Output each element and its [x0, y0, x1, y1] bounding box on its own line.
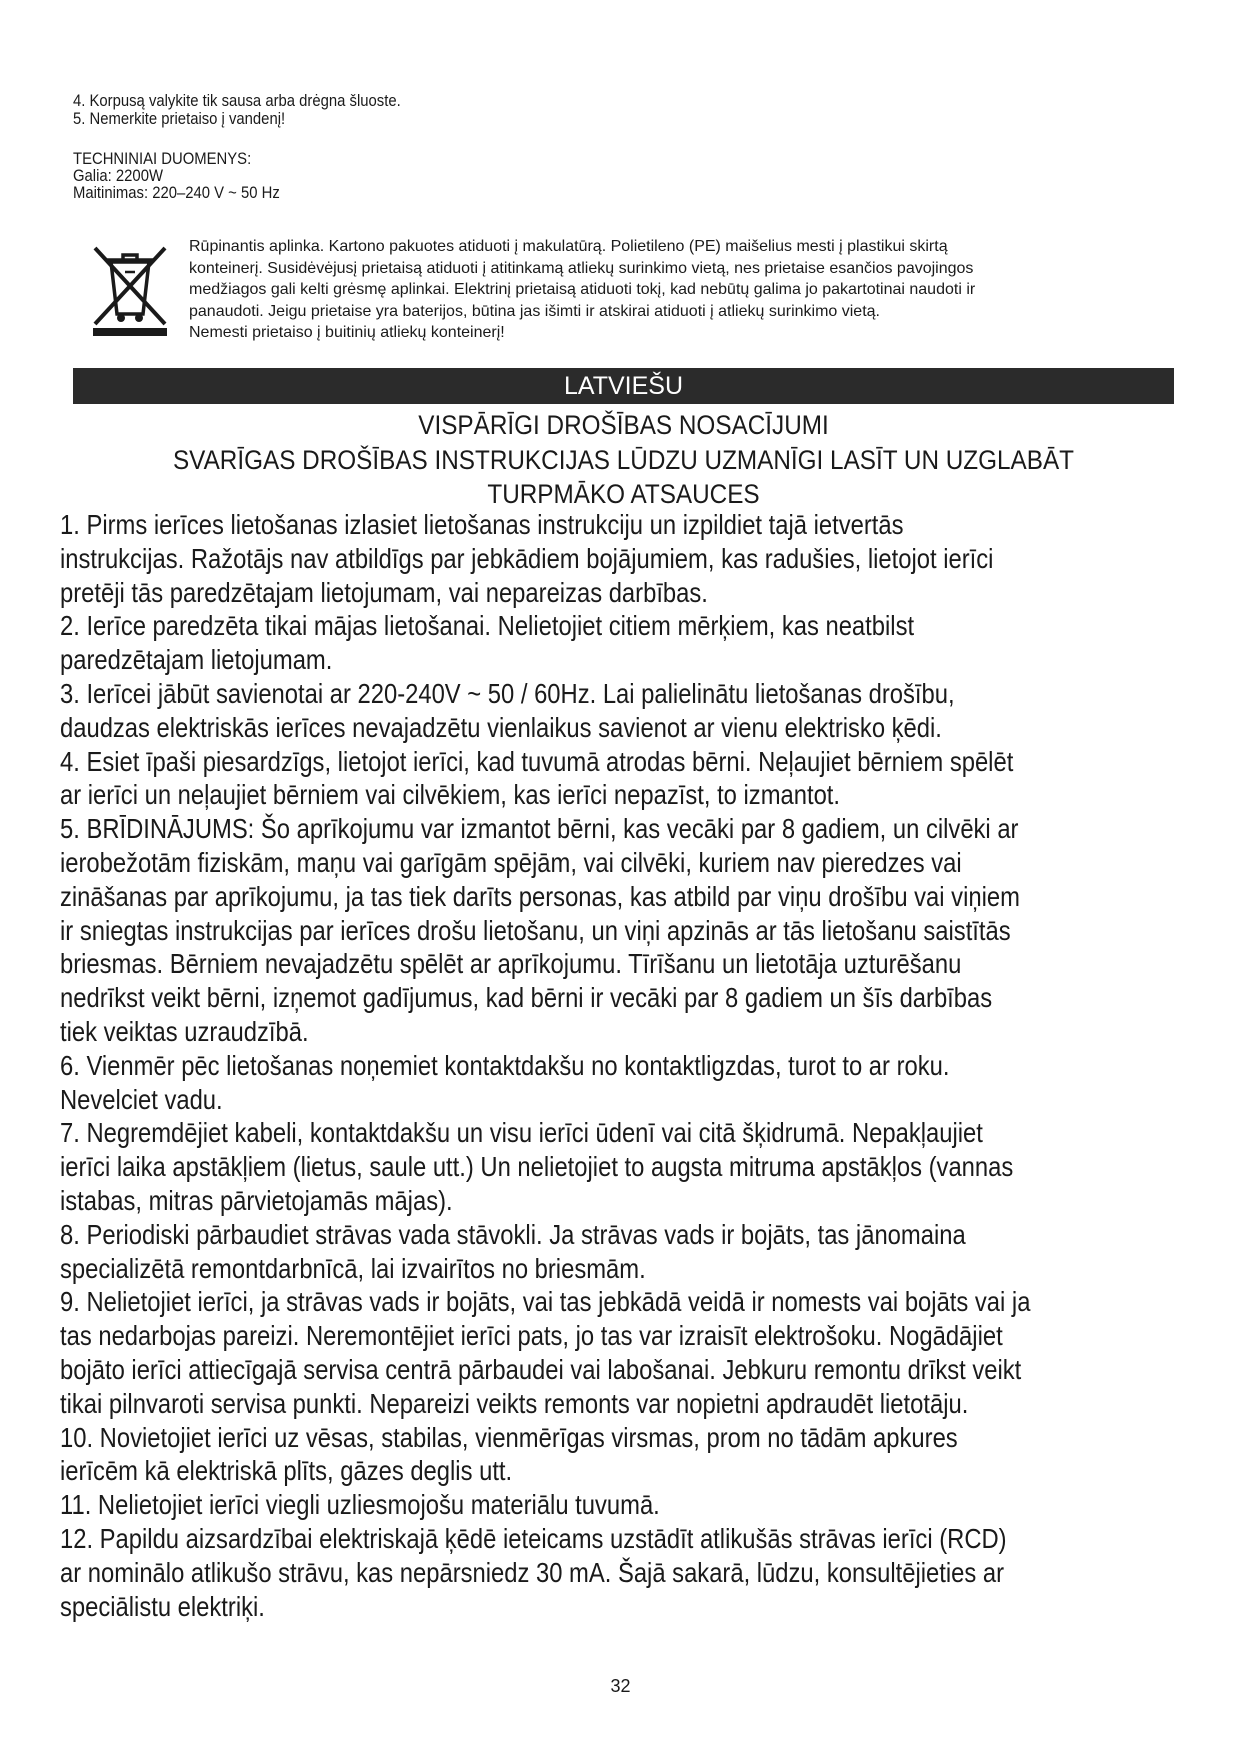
safety-headings — [73, 408, 1174, 512]
instruction-line: briesmas. Bērniem nevajadzētu spēlēt ar aprīkojumu. Tīrīšanu un lietotāja uzturēšanu — [60, 948, 962, 980]
instruction-line: nedrīkst veikt bērni, izņemot gadījumus, kad bērni ir vecāki par 8 gadiem un šīs darbības — [60, 982, 993, 1014]
instruction-line: speciālistu elektriķi. — [60, 1590, 265, 1622]
instruction-line: tikai pilnvaroti servisa punkti. Nepareizi veikts remonts var nopietni apdraudēt lietotāju. — [60, 1387, 969, 1419]
instruction-line: 5. BRĪDINĀJUMS: Šo aprīkojumu var izmantot bērni, kas vecāki par 8 gadiem, un cilvēki ar — [60, 813, 1019, 845]
instruction-line: bojāto ierīci attiecīgajā servisa centrā pārbaudei vai labošanai. Jebkuru remontu drīkst veikt — [60, 1353, 1022, 1385]
instruction-line: 11. Nelietojiet ierīci viegli uzliesmojošu materiālu tuvumā. — [60, 1489, 660, 1521]
instruction-line: 4. Esiet īpaši piesardzīgs, lietojot ierīci, kad tuvumā atrodas bērni. Neļaujiet bērniem spēlēt — [60, 745, 1014, 777]
weee-crossed-bin-icon — [91, 244, 169, 336]
instruction-line: ierīci laika apstākļiem (lietus, saule utt.) Un nelietojiet to augsta mitruma apstākļos (vannas — [60, 1151, 1014, 1183]
environment-line: panaudoti. Jeigu prietaise yra baterijos, būtina jas išimti ir atskirai atiduoti į atliekų surinkimo vietą. — [189, 302, 880, 320]
instruction-line: ierīcēm kā elektriskā plīts, gāzes deglis utt. — [60, 1455, 513, 1487]
tech-power: Galia: 2200W — [73, 167, 163, 185]
language-section-bar: LATVIEŠU — [73, 368, 1174, 404]
instruction-line: 1. Pirms ierīces lietošanas izlasiet lietošanas instrukciju un izpildiet tajā ietvertās — [60, 509, 904, 540]
page-number: 32 — [610, 1676, 631, 1696]
instruction-line: specializētā remontdarbnīcā, lai izvairītos no briesmām. — [60, 1252, 646, 1284]
instruction-line: 9. Nelietojiet ierīci, ja strāvas vads ir bojāts, vai tas jebkādā veidā ir nomests vai bojāts vai ja — [60, 1286, 1031, 1318]
instruction-line: pretēji tās paredzētajam lietojumam, vai nepareizas darbības. — [60, 576, 708, 608]
heading-line: VISPĀRĪGI DROŠĪBAS NOSACĪJUMI — [418, 410, 829, 440]
safety-instructions — [60, 508, 1200, 1623]
environment-text — [189, 236, 1241, 344]
instruction-line: Nevelciet vadu. — [60, 1083, 223, 1115]
cleaning-notes — [73, 92, 401, 128]
environment-line: Nemesti prietaiso į buitinių atliekų konteinerį! — [189, 324, 505, 341]
instruction-line: 3. Ierīcei jābūt savienotai ar 220-240V ~ 50 / 60Hz. Lai palielinātu lietošanas drošību, — [60, 677, 955, 709]
tech-supply: Maitinimas: 220–240 V ~ 50 Hz — [73, 184, 280, 202]
instruction-line: ar nominālo atlikušo strāvu, kas nepārsniedz 30 mA. Šajā sakarā, lūdzu, konsultējieties ar — [60, 1556, 1005, 1588]
tech-heading: TECHNINIAI DUOMENYS: — [73, 150, 252, 168]
instruction-line: istabas, mitras pārvietojamās mājas). — [60, 1184, 453, 1216]
instruction-line: 6. Vienmēr pēc lietošanas noņemiet kontaktdakšu no kontaktligzdas, turot to ar roku. — [60, 1049, 950, 1081]
instruction-line: tiek veiktas uzraudzībā. — [60, 1015, 309, 1047]
heading-line: SVARĪGAS DROŠĪBAS INSTRUKCIJAS LŪDZU UZMANĪGI LASĪT UN UZGLABĀT — [172, 444, 1075, 475]
instruction-line: tas nedarbojas pareizi. Neremontējiet ierīci pats, jo tas var izraisīt elektrošoku. Nogādājiet — [60, 1320, 1003, 1352]
environment-line: medžiagos gali kelti grėsmę aplinkai. Elektrinį prietaisą atiduoti tokį, kad nebūtų galima jo pakartotinai naudoti ir — [189, 281, 976, 298]
instruction-line: daudzas elektriskās ierīces nevajadzētu vienlaikus savienot ar vienu elektrisko ķēdi. — [60, 711, 942, 743]
instruction-line: 12. Papildu aizsardzībai elektriskajā ķēdē ieteicams uzstādīt atlikušās strāvas ierīci (RCD) — [60, 1522, 1007, 1554]
note-line: 4. Korpusą valykite tik sausa arba drėgna šluoste. — [73, 92, 401, 110]
instruction-line: 2. Ierīce paredzēta tikai mājas lietošanai. Nelietojiet citiem mērķiem, kas neatbilst — [60, 610, 915, 642]
instruction-line: paredzētajam lietojumam. — [60, 644, 333, 676]
note-line: 5. Nemerkite prietaiso į vandenį! — [73, 110, 286, 128]
instruction-line: instrukcijas. Ražotājs nav atbildīgs par jebkādiem bojājumiem, kas radušies, lietojot ierīci — [60, 542, 994, 574]
environment-line: Rūpinantis aplinka. Kartono pakuotes atiduoti į makulatūrą. Polietileno (PE) maišelius mesti į plastikui skirtą — [189, 238, 948, 255]
instruction-line: 7. Negremdējiet kabeli, kontaktdakšu un visu ierīci ūdenī vai citā šķidrumā. Nepakļaujiet — [60, 1117, 983, 1149]
instruction-line: 8. Periodiski pārbaudiet strāvas vada stāvokli. Ja strāvas vads ir bojāts, tas jānomaina — [60, 1218, 966, 1250]
instruction-line: ierobežotām fiziskām, maņu vai garīgām spējām, vai cilvēki, kuriem nav pieredzes vai — [60, 846, 962, 878]
heading-line: TURPMĀKO ATSAUCES — [487, 479, 760, 509]
instruction-line: 10. Novietojiet ierīci uz vēsas, stabilas, vienmērīgas virsmas, prom no tādām apkures — [60, 1421, 958, 1453]
instruction-line: zināšanas par aprīkojumu, ja tas tiek darīts personas, kas atbild par viņu drošību vai viņiem — [60, 880, 1020, 912]
instruction-line: ar ierīci un neļaujiet bērniem vai cilvēkiem, kas ierīci nepazīst, to izmantot. — [60, 779, 841, 811]
environment-line: konteinerį. Susidėvėjusį prietaisą atiduoti į atitinkamą atliekų surinkimo vietą, nes prietaise esančios pavojingos — [189, 259, 974, 277]
instruction-line: ir sniegtas instrukcijas par ierīces drošu lietošanu, un viņi apzinās ar tās lietošanu saistītās — [60, 914, 1011, 946]
technical-data — [73, 151, 280, 202]
